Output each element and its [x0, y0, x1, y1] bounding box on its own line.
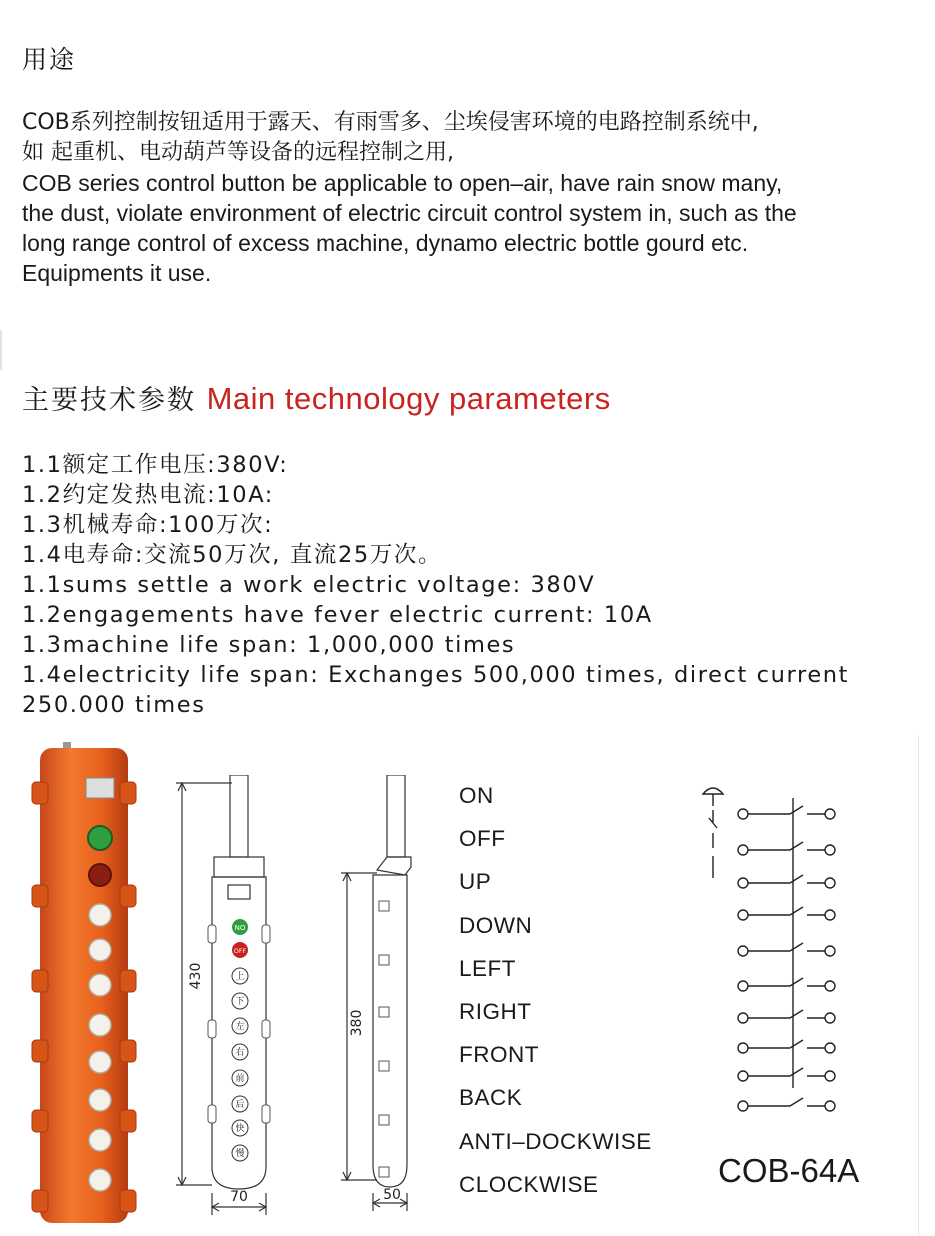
button-mark: 上 [235, 972, 245, 982]
image-border [918, 735, 921, 1235]
usage-line: long range control of excess machine, dynamo electric bottle gourd etc. [22, 230, 749, 256]
button-mark: 右 [235, 1048, 245, 1058]
function-label: OFF [459, 826, 506, 852]
button-mark: 下 [235, 997, 245, 1007]
param-line: 1.3machine life span: 1,000,000 times [22, 632, 516, 658]
drawing-on-label: NO [234, 924, 246, 932]
section-divider [0, 330, 10, 370]
function-label: ANTI–DOCKWISE [459, 1128, 652, 1154]
usage-line: COB系列控制按钮适用于露天、有雨雪多、尘埃侵害环境的电路控制系统中, [22, 110, 759, 135]
function-label: CLOCKWISE [459, 1171, 599, 1197]
button-mark: 左 [235, 1022, 245, 1032]
button-mark: 快 [235, 1124, 245, 1134]
wiring-diagram [695, 778, 855, 1118]
usage-line: the dust, violate environment of electric circuit control system in, such as the [22, 200, 797, 226]
function-label: RIGHT [459, 999, 532, 1025]
function-label: DOWN [459, 912, 533, 938]
side-height-dim: 380 [349, 1009, 365, 1037]
param-line: 1.3机械寿命:100万次: [22, 512, 274, 538]
param-line: 1.1sums settle a work electric voltage: 380V [22, 572, 596, 598]
switch-rows [738, 806, 835, 1111]
usage-line: Equipments it use. [22, 260, 212, 286]
function-label: FRONT [459, 1042, 539, 1068]
params-title-en: Main technology parameters [206, 381, 611, 416]
front-view-drawing [172, 775, 282, 1220]
param-line: 1.4电寿命:交流50万次, 直流25万次。 [22, 542, 443, 568]
usage-line: COB series control button be applicable to open–air, have rain snow many, [22, 170, 783, 196]
side-view-drawing [337, 775, 437, 1220]
usage-title: 用途 [22, 45, 77, 74]
usage-description [22, 108, 922, 288]
pendant-photo [30, 740, 140, 1230]
front-width-dim: 70 [230, 1189, 248, 1205]
param-line: 1.4electricity life span: Exchanges 500,000 times, direct current [22, 662, 850, 688]
model-number: COB-64A [718, 1152, 860, 1189]
param-line: 1.2engagements have fever electric current: 10A [22, 602, 653, 628]
params-list [22, 450, 849, 720]
side-width-dim: 50 [383, 1187, 401, 1203]
params-title [22, 378, 611, 417]
button-function-list [459, 774, 652, 1206]
param-line: 1.1额定工作电压:380V: [22, 452, 289, 478]
nameplate [86, 778, 114, 798]
button-mark: 后 [235, 1100, 245, 1110]
pendant-housing [40, 748, 128, 1223]
drawing-off-label: OFF [233, 947, 247, 955]
function-label: LEFT [459, 955, 517, 981]
button-mark: 前 [235, 1074, 245, 1084]
function-label: UP [459, 869, 492, 895]
button-mark: 慢 [235, 1149, 245, 1159]
usage-line: 如 起重机、电动葫芦等设备的远程控制之用, [22, 140, 454, 165]
param-line: 1.2约定发热电流:10A: [22, 482, 274, 508]
photo-red-button [89, 864, 111, 886]
photo-green-button [88, 826, 112, 850]
front-height-dim: 430 [188, 962, 204, 990]
params-title-cn: 主要技术参数 [22, 385, 196, 416]
param-line: 250.000 times [22, 692, 206, 718]
function-label: ON [459, 783, 494, 808]
function-label: BACK [459, 1085, 523, 1111]
